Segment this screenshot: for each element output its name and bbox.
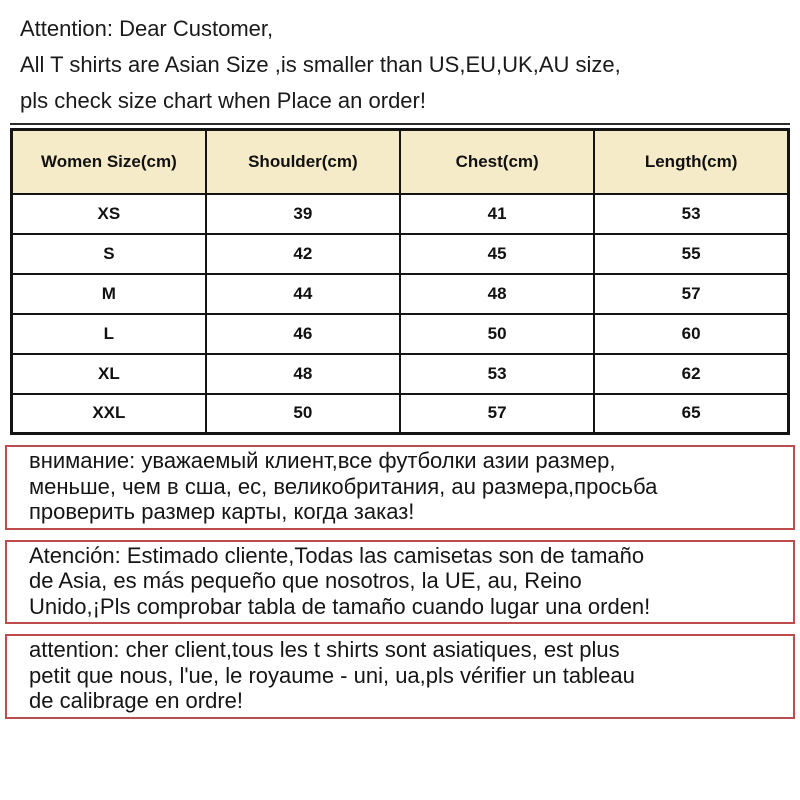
table-row-l [12,314,789,354]
cell-shoulder: 48 [206,354,400,394]
cell-length: 62 [594,354,788,394]
cell-chest: 53 [400,354,594,394]
table-header-row [12,130,789,194]
notice-line: внимание: уважаемый клиент,все футболки азии размер, [29,448,616,473]
cell-size: L [12,314,206,354]
cell-shoulder: 46 [206,314,400,354]
cell-shoulder: 50 [206,394,400,434]
notice-russian [5,445,795,530]
table-top-rule [10,123,790,125]
cell-chest: 41 [400,194,594,234]
intro-line-1: Attention: Dear Customer, [20,16,274,41]
notice-line: attention: cher client,tous les t shirts sont asiatiques, est plus [29,637,620,662]
cell-length: 60 [594,314,788,354]
col-header-shoulder: Shoulder(cm) [206,130,400,194]
cell-length: 55 [594,234,788,274]
col-header-chest: Chest(cm) [400,130,594,194]
table-row-m [12,274,789,314]
intro-line-2: All T shirts are Asian Size ,is smaller than US,EU,UK,AU size, [20,52,621,77]
col-header-length: Length(cm) [594,130,788,194]
cell-chest: 57 [400,394,594,434]
table-row-xs [12,194,789,234]
notice-line: Atención: Estimado cliente,Todas las camisetas son de tamaño [29,542,645,568]
cell-length: 57 [594,274,788,314]
notice-line: меньше, чем в сша, ес, великобритания, au размера,просьба [29,473,658,499]
notice-line: petit que nous, l'ue, le royaume - uni, ua,pls vérifier un tableau [29,662,635,688]
notice-line: de calibrage en ordre! [29,688,244,713]
intro-line-3: pls check size chart when Place an order! [20,88,426,113]
cell-size: XS [12,194,206,234]
notice-line: de Asia, es más pequeño que nosotros, la UE, au, Reino [29,568,582,593]
cell-chest: 45 [400,234,594,274]
notice-spanish [5,540,795,625]
col-header-women-size: Women Size(cm) [12,130,206,194]
cell-size: XL [12,354,206,394]
cell-shoulder: 39 [206,194,400,234]
table-row-xxl [12,394,789,434]
table-row-s [12,234,789,274]
cell-chest: 50 [400,314,594,354]
size-table [10,128,790,435]
cell-shoulder: 42 [206,234,400,274]
size-table-section [10,123,790,435]
attention-intro [0,0,800,119]
notice-line: проверить размер карты, когда заказ! [29,499,415,524]
cell-size: M [12,274,206,314]
cell-chest: 48 [400,274,594,314]
notice-line: Unido,¡Pls comprobar tabla de tamaño cuando lugar una orden! [29,593,651,619]
notice-french [5,634,795,719]
cell-size: S [12,234,206,274]
cell-length: 65 [594,394,788,434]
cell-shoulder: 44 [206,274,400,314]
table-row-xl [12,354,789,394]
cell-size: XXL [12,394,206,434]
cell-length: 53 [594,194,788,234]
